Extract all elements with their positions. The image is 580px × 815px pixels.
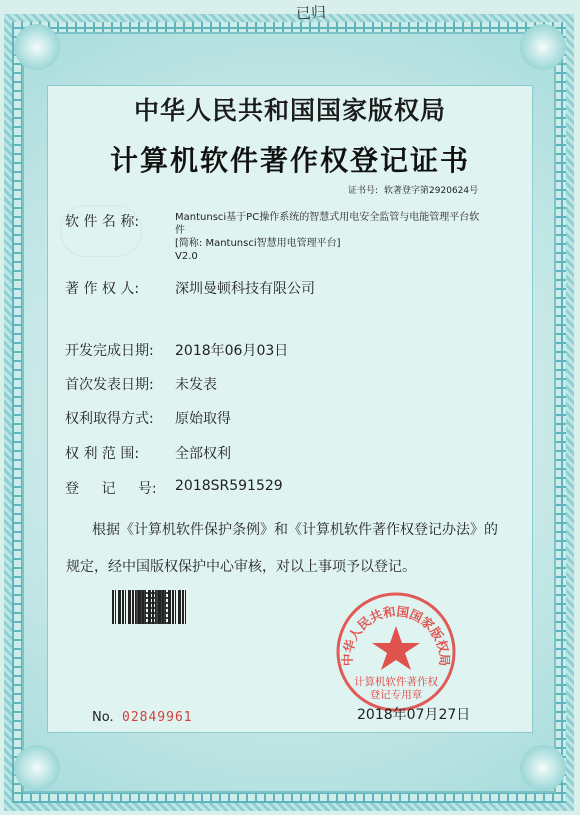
certificate-title: 计算机软件著作权登记证书 xyxy=(109,144,470,177)
handwritten-note: 已归 xyxy=(295,3,327,23)
software-short-name: [简称: Mantunsci智慧用电管理平台] xyxy=(175,238,341,249)
software-name-line: 件 xyxy=(175,225,185,236)
rights-scope-value: 全部权利 xyxy=(175,446,231,462)
serial-number-value: 02849961 xyxy=(122,710,193,725)
statement-line: 根据《计算机软件保护条例》和《计算机软件著作权登记办法》的 xyxy=(92,522,498,538)
issue-date: 2018年07月27日 xyxy=(357,707,471,723)
barcode xyxy=(112,590,188,624)
registration-number-label: 登 记 号: xyxy=(65,481,157,497)
issuing-authority: 中华人民共和国国家版权局 xyxy=(133,96,446,125)
software-version: V2.0 xyxy=(175,251,198,262)
certificate-number xyxy=(348,183,478,196)
software-name-line: Mantunsci基于PC操作系统的智慧式用电安全监管与电能管理平台软 xyxy=(175,212,480,223)
software-name-value xyxy=(175,211,520,263)
official-seal xyxy=(334,590,458,714)
statement-line: 规定，经中国版权保护中心审核，对以上事项予以登记。 xyxy=(66,559,416,575)
acquisition-method-value: 原始取得 xyxy=(175,411,231,427)
certificate-number-label: 证书号: xyxy=(348,186,379,196)
seal-inner-line: 登记专用章 xyxy=(369,689,423,701)
copyright-owner-value: 深圳曼顿科技有限公司 xyxy=(175,281,315,297)
corner-ornament xyxy=(14,24,60,70)
publication-date-label: 首次发表日期: xyxy=(65,377,154,393)
registration-number-value: 2018SR591529 xyxy=(175,478,283,494)
completion-date-label: 开发完成日期: xyxy=(65,343,154,359)
corner-ornament xyxy=(520,24,566,70)
publication-date-value: 未发表 xyxy=(175,377,217,393)
corner-ornament xyxy=(520,745,566,791)
completion-date-value: 2018年06月03日 xyxy=(175,343,289,359)
software-name-label: 软 件 名 称: xyxy=(65,214,140,230)
seal-inner-line: 计算机软件著作权 xyxy=(354,676,438,688)
seal-star-icon xyxy=(372,626,420,670)
acquisition-method-label: 权利取得方式: xyxy=(65,411,154,427)
corner-ornament xyxy=(14,745,60,791)
serial-number-label: No. xyxy=(92,710,114,725)
rights-scope-label: 权 利 范 围: xyxy=(65,446,140,462)
seal-outer-text: 中华人民共和国国家版权局 xyxy=(339,603,453,667)
certificate-number-value: 软著登字第2920624号 xyxy=(384,186,479,196)
copyright-owner-label: 著 作 权 人: xyxy=(65,281,140,297)
